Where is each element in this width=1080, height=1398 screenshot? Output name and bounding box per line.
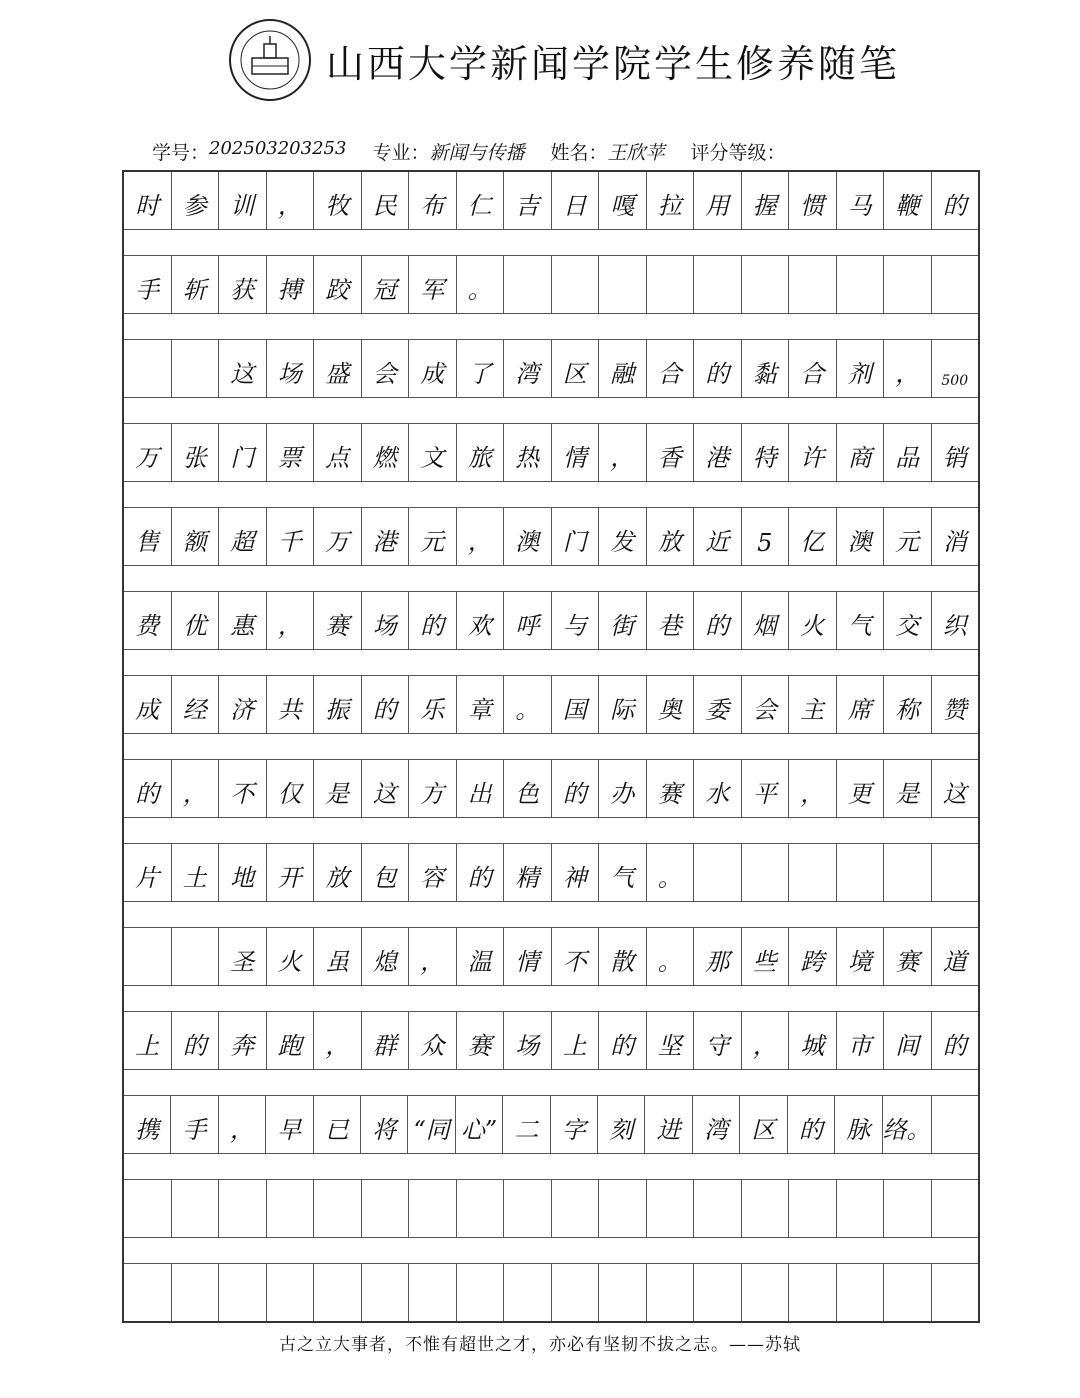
grid-cell: 这 — [219, 340, 267, 397]
grid-cell: 。 — [647, 928, 695, 985]
grid-cell: 水 — [694, 760, 742, 817]
grid-cell — [409, 1180, 457, 1237]
grid-cell: 用 — [694, 172, 742, 229]
grid-cell — [647, 1180, 695, 1237]
grid-cell: ， — [789, 760, 837, 817]
grid-cell: 称 — [884, 676, 932, 733]
grid-cell: 赛 — [884, 928, 932, 985]
grid-cell: 合 — [789, 340, 837, 397]
grid-row — [124, 340, 978, 398]
grid-cell: 区 — [552, 340, 600, 397]
grid-cell: 会 — [362, 340, 410, 397]
grid-cell: 放 — [647, 508, 695, 565]
grid-cell — [552, 256, 600, 313]
grid-cell: 脉 — [835, 1096, 882, 1153]
grid-cell: 地 — [219, 844, 267, 901]
grid-cell: ， — [267, 592, 315, 649]
grid-cell: 参 — [172, 172, 220, 229]
grid-row — [124, 844, 978, 902]
grid-cell: 品 — [884, 424, 932, 481]
grid-cell: 的 — [409, 592, 457, 649]
grid-cell: 的 — [694, 340, 742, 397]
grid-cell: ， — [267, 172, 315, 229]
grid-cell: 费 — [124, 592, 172, 649]
grid-cell: 巷 — [647, 592, 695, 649]
grid-cell: 席 — [837, 676, 885, 733]
grid-cell — [742, 256, 790, 313]
grid-cell — [124, 340, 172, 397]
grid-spacer — [124, 650, 978, 676]
grid-cell — [932, 1180, 979, 1237]
major-label: 专业： — [372, 142, 430, 164]
grid-cell: 的 — [457, 844, 505, 901]
grid-cell — [837, 844, 885, 901]
grid-cell: 场 — [362, 592, 410, 649]
grid-cell: 是 — [884, 760, 932, 817]
grid-cell: 亿 — [789, 508, 837, 565]
grid-cell: 日 — [552, 172, 600, 229]
grid-cell: 气 — [599, 844, 647, 901]
grid-cell: 特 — [742, 424, 790, 481]
footer-quote: 古之立大事者，不惟有超世之才，亦必有坚韧不拔之志。——苏轼 — [279, 1335, 801, 1355]
grid-spacer — [124, 230, 978, 256]
grid-row — [124, 760, 978, 818]
grid-cell: 场 — [267, 340, 315, 397]
grid-cell: 万 — [314, 508, 362, 565]
grid-cell: “同 — [408, 1096, 455, 1153]
grid-cell: 奔 — [219, 1012, 267, 1069]
grid-cell: 剂 — [837, 340, 885, 397]
grid-cell: 织 — [942, 612, 967, 640]
grid-cell: 港 — [362, 508, 410, 565]
grid-cell: 是 — [314, 760, 362, 817]
grid-cell: 土 — [172, 844, 220, 901]
grid-cell: ， — [599, 424, 647, 481]
grid-cell: 情 — [552, 424, 600, 481]
grid-cell: 票 — [267, 424, 315, 481]
grid-spacer — [124, 314, 978, 340]
grid-cell: 办 — [599, 760, 647, 817]
grid-cell: 售 — [124, 508, 172, 565]
grid-cell: 时 — [124, 172, 172, 229]
grid-cell — [884, 844, 932, 901]
grid-cell: 嘎 — [599, 172, 647, 229]
grid-cell: 容 — [409, 844, 457, 901]
grid-cell: 早 — [266, 1096, 313, 1153]
grid-cell — [409, 1264, 457, 1321]
grid-cell: 热 — [504, 424, 552, 481]
grid-cell: 文 — [409, 424, 457, 481]
grid-cell: 的 — [788, 1096, 835, 1153]
grid-cell — [884, 1264, 932, 1321]
grid-cell: 进 — [645, 1096, 692, 1153]
grid-cell: 的 — [942, 192, 967, 220]
grid-cell — [932, 1096, 978, 1153]
grid-cell: 圣 — [219, 928, 267, 985]
grid-cell — [172, 340, 220, 397]
grid-cell: 成 — [124, 676, 172, 733]
grid-cell: 赛 — [457, 1012, 505, 1069]
grid-cell: 二 — [503, 1096, 550, 1153]
grid-cell — [552, 1264, 600, 1321]
grid-cell: 布 — [409, 172, 457, 229]
grid-spacer — [124, 566, 978, 592]
grid-cell: 跤 — [314, 256, 362, 313]
grid-cell: 刻 — [598, 1096, 645, 1153]
grid-cell: 熄 — [362, 928, 410, 985]
grid-cell: 这 — [362, 760, 410, 817]
grid-cell: 心” — [456, 1096, 503, 1153]
grid-cell: 。 — [457, 256, 505, 313]
grid-cell: ， — [742, 1012, 790, 1069]
grid-cell: 携 — [124, 1096, 171, 1153]
grid-cell: 散 — [599, 928, 647, 985]
grid-cell: 不 — [552, 928, 600, 985]
grid-cell: 的 — [599, 1012, 647, 1069]
grid-cell — [599, 1180, 647, 1237]
grid-cell: 香 — [647, 424, 695, 481]
grid-cell: 章 — [457, 676, 505, 733]
grid-cell: 的 — [942, 1032, 967, 1060]
grid-cell: 方 — [409, 760, 457, 817]
grid-cell: 些 — [742, 928, 790, 985]
grid-cell: 盛 — [314, 340, 362, 397]
grid-row — [124, 1096, 978, 1154]
grid-cell: 城 — [789, 1012, 837, 1069]
grid-spacer — [124, 1154, 978, 1180]
grid-cell: 赛 — [314, 592, 362, 649]
grid-cell: 已 — [314, 1096, 361, 1153]
grid-cell: 坚 — [647, 1012, 695, 1069]
grid-cell — [219, 1264, 267, 1321]
grid-row — [124, 1264, 978, 1321]
id-label: 学号： — [152, 142, 210, 164]
grid-cell: 精 — [504, 844, 552, 901]
grid-cell: 民 — [362, 172, 410, 229]
grid-cell — [362, 1180, 410, 1237]
grid-row — [124, 424, 978, 482]
grid-cell: 销 — [942, 444, 967, 472]
grid-cell: 燃 — [362, 424, 410, 481]
grid-cell: 万 — [124, 424, 172, 481]
grid-cell — [932, 844, 979, 901]
grid-cell: 点 — [314, 424, 362, 481]
grid-cell: 合 — [647, 340, 695, 397]
grid-cell: 不 — [219, 760, 267, 817]
grid-cell — [457, 1180, 505, 1237]
grid-cell — [219, 1180, 267, 1237]
grid-spacer — [124, 1070, 978, 1096]
grid-cell — [837, 1264, 885, 1321]
grid-cell: 市 — [837, 1012, 885, 1069]
grid-cell: 平 — [742, 760, 790, 817]
grid-cell: 上 — [552, 1012, 600, 1069]
grid-cell — [694, 1180, 742, 1237]
grid-cell: 牧 — [314, 172, 362, 229]
grid-cell: 经 — [172, 676, 220, 733]
grid-cell: 的 — [694, 592, 742, 649]
grid-cell — [647, 256, 695, 313]
grid-cell — [789, 1264, 837, 1321]
grid-cell — [742, 844, 790, 901]
grid-cell — [884, 256, 932, 313]
student-info — [152, 138, 786, 165]
grid-cell: 吉 — [504, 172, 552, 229]
grid-cell: 超 — [219, 508, 267, 565]
grid-cell: 场 — [504, 1012, 552, 1069]
grid-cell: 的 — [362, 676, 410, 733]
grid-cell: 军 — [409, 256, 457, 313]
grid-row — [124, 508, 978, 566]
grid-cell: 仁 — [457, 172, 505, 229]
grid-cell: 张 — [172, 424, 220, 481]
grid-cell: 气 — [837, 592, 885, 649]
grid-cell: 了 — [457, 340, 505, 397]
grid-cell: 火 — [267, 928, 315, 985]
grid-cell: 众 — [409, 1012, 457, 1069]
grid-cell — [932, 256, 979, 313]
grid-cell — [314, 1264, 362, 1321]
grid-cell: 间 — [884, 1012, 932, 1069]
grid-cell: 火 — [789, 592, 837, 649]
grid-row — [124, 1180, 978, 1238]
grid-cell: 拉 — [647, 172, 695, 229]
grid-cell — [504, 256, 552, 313]
grid-cell: 许 — [789, 424, 837, 481]
grid-cell: 握 — [742, 172, 790, 229]
grid-cell: 旅 — [457, 424, 505, 481]
grade-label: 评分等级： — [690, 142, 786, 164]
grid-cell: 色 — [504, 760, 552, 817]
grid-cell: 会 — [742, 676, 790, 733]
grid-cell: 澳 — [837, 508, 885, 565]
grid-cell — [172, 928, 220, 985]
grid-row — [124, 928, 978, 986]
grid-cell: ， — [884, 340, 932, 397]
grid-cell: 。 — [504, 676, 552, 733]
grid-cell: 惯 — [789, 172, 837, 229]
grid-cell: 。 — [647, 844, 695, 901]
grid-cell — [694, 844, 742, 901]
grid-cell: 斩 — [172, 256, 220, 313]
grid-cell: ， — [409, 928, 457, 985]
grid-cell: 的 — [172, 1012, 220, 1069]
grid-cell — [789, 256, 837, 313]
grid-cell: 群 — [362, 1012, 410, 1069]
grid-cell — [694, 1264, 742, 1321]
grid-spacer — [124, 818, 978, 844]
grid-cell: ， — [172, 760, 220, 817]
grid-cell — [789, 844, 837, 901]
grid-cell: 训 — [219, 172, 267, 229]
grid-cell: 虽 — [314, 928, 362, 985]
grid-cell: 境 — [837, 928, 885, 985]
grid-cell — [124, 928, 172, 985]
grid-cell: 优 — [172, 592, 220, 649]
grid-cell: 仅 — [267, 760, 315, 817]
grid-cell: 千 — [267, 508, 315, 565]
grid-cell: 济 — [219, 676, 267, 733]
name-label: 姓名： — [550, 142, 608, 164]
grid-cell — [552, 1180, 600, 1237]
grid-cell: 惠 — [219, 592, 267, 649]
grid-cell: ， — [219, 1096, 266, 1153]
grid-cell: 国 — [552, 676, 600, 733]
grid-cell — [599, 1264, 647, 1321]
grid-spacer — [124, 734, 978, 760]
grid-cell: 神 — [552, 844, 600, 901]
grid-cell: 黏 — [742, 340, 790, 397]
grid-cell: 手 — [171, 1096, 218, 1153]
grid-cell: 赛 — [647, 760, 695, 817]
grid-cell: 烟 — [742, 592, 790, 649]
grid-cell — [267, 1264, 315, 1321]
page-header — [228, 18, 900, 102]
grid-cell — [504, 1264, 552, 1321]
grid-cell: 更 — [837, 760, 885, 817]
grid-cell: 与 — [552, 592, 600, 649]
university-seal-icon — [228, 18, 312, 102]
grid-cell: 门 — [219, 424, 267, 481]
grid-cell: 的 — [124, 760, 172, 817]
grid-cell: 振 — [314, 676, 362, 733]
grid-cell — [124, 1180, 172, 1237]
grid-cell: 将 — [361, 1096, 408, 1153]
major-value: 新闻与传播 — [429, 142, 525, 164]
grid-cell — [694, 256, 742, 313]
grid-spacer — [124, 482, 978, 508]
grid-cell: 守 — [694, 1012, 742, 1069]
grid-cell: 冠 — [362, 256, 410, 313]
grid-cell — [172, 1180, 220, 1237]
grid-cell: 融 — [599, 340, 647, 397]
grid-cell: 委 — [694, 676, 742, 733]
grid-cell: 交 — [884, 592, 932, 649]
grid-cell — [884, 1180, 932, 1237]
grid-cell — [124, 1264, 172, 1321]
grid-cell — [172, 1264, 220, 1321]
grid-cell: 的 — [552, 760, 600, 817]
grid-cell: 门 — [552, 508, 600, 565]
grid-cell: 片 — [124, 844, 172, 901]
grid-cell: 手 — [124, 256, 172, 313]
grid-cell: 奥 — [647, 676, 695, 733]
grid-cell: 500 — [941, 373, 969, 389]
grid-cell: 鞭 — [884, 172, 932, 229]
grid-cell: 5 — [742, 508, 790, 565]
grid-cell: 获 — [219, 256, 267, 313]
grid-cell — [742, 1180, 790, 1237]
grid-row — [124, 172, 978, 230]
grid-cell — [837, 1180, 885, 1237]
id-value: 202503203253 — [209, 138, 347, 159]
grid-cell: 港 — [694, 424, 742, 481]
grid-cell: 开 — [267, 844, 315, 901]
grid-cell: 情 — [504, 928, 552, 985]
grid-cell: 上 — [124, 1012, 172, 1069]
grid-cell — [504, 1180, 552, 1237]
grid-cell: 消 — [942, 528, 967, 556]
grid-spacer — [124, 986, 978, 1012]
grid-cell: 这 — [942, 780, 967, 808]
grid-cell: 呼 — [504, 592, 552, 649]
grid-spacer — [124, 398, 978, 424]
grid-cell — [267, 1180, 315, 1237]
grid-cell: 乐 — [409, 676, 457, 733]
grid-cell: 共 — [267, 676, 315, 733]
grid-cell: 发 — [599, 508, 647, 565]
grid-cell — [362, 1264, 410, 1321]
grid-cell: 额 — [172, 508, 220, 565]
grid-cell: ， — [314, 1012, 362, 1069]
grid-cell: 元 — [409, 508, 457, 565]
grid-cell: 搏 — [267, 256, 315, 313]
page-title: 山西大学新闻学院学生修养随笔 — [326, 41, 901, 86]
grid-cell — [932, 1264, 979, 1321]
grid-cell: 那 — [694, 928, 742, 985]
grid-cell: 际 — [599, 676, 647, 733]
grid-spacer — [124, 1238, 978, 1264]
grid-cell — [314, 1180, 362, 1237]
grid-cell: 欢 — [457, 592, 505, 649]
grid-cell — [599, 256, 647, 313]
grid-cell — [647, 1264, 695, 1321]
grid-cell — [837, 256, 885, 313]
writing-grid — [122, 170, 980, 1323]
grid-cell: 主 — [789, 676, 837, 733]
grid-row — [124, 676, 978, 734]
grid-cell: 络。 — [883, 1096, 932, 1153]
grid-cell — [742, 1264, 790, 1321]
grid-cell: 马 — [837, 172, 885, 229]
grid-cell: 澳 — [504, 508, 552, 565]
grid-cell: 放 — [314, 844, 362, 901]
grid-cell: 成 — [409, 340, 457, 397]
grid-cell: 湾 — [693, 1096, 740, 1153]
grid-cell — [457, 1264, 505, 1321]
grid-row — [124, 256, 978, 314]
grid-cell: 元 — [884, 508, 932, 565]
grid-cell: 跨 — [789, 928, 837, 985]
grid-spacer — [124, 902, 978, 928]
grid-cell: 字 — [551, 1096, 598, 1153]
grid-cell: 近 — [694, 508, 742, 565]
grid-cell — [789, 1180, 837, 1237]
grid-cell: 道 — [942, 948, 967, 976]
grid-cell: 包 — [362, 844, 410, 901]
name-value: 王欣苹 — [607, 142, 665, 164]
grid-cell: 区 — [740, 1096, 787, 1153]
grid-cell: 赞 — [942, 696, 967, 724]
grid-cell: ， — [457, 508, 505, 565]
grid-cell: 湾 — [504, 340, 552, 397]
grid-cell: 出 — [457, 760, 505, 817]
grid-cell: 温 — [457, 928, 505, 985]
grid-cell: 跑 — [267, 1012, 315, 1069]
grid-row — [124, 592, 978, 650]
grid-row — [124, 1012, 978, 1070]
grid-cell: 商 — [837, 424, 885, 481]
grid-cell: 街 — [599, 592, 647, 649]
